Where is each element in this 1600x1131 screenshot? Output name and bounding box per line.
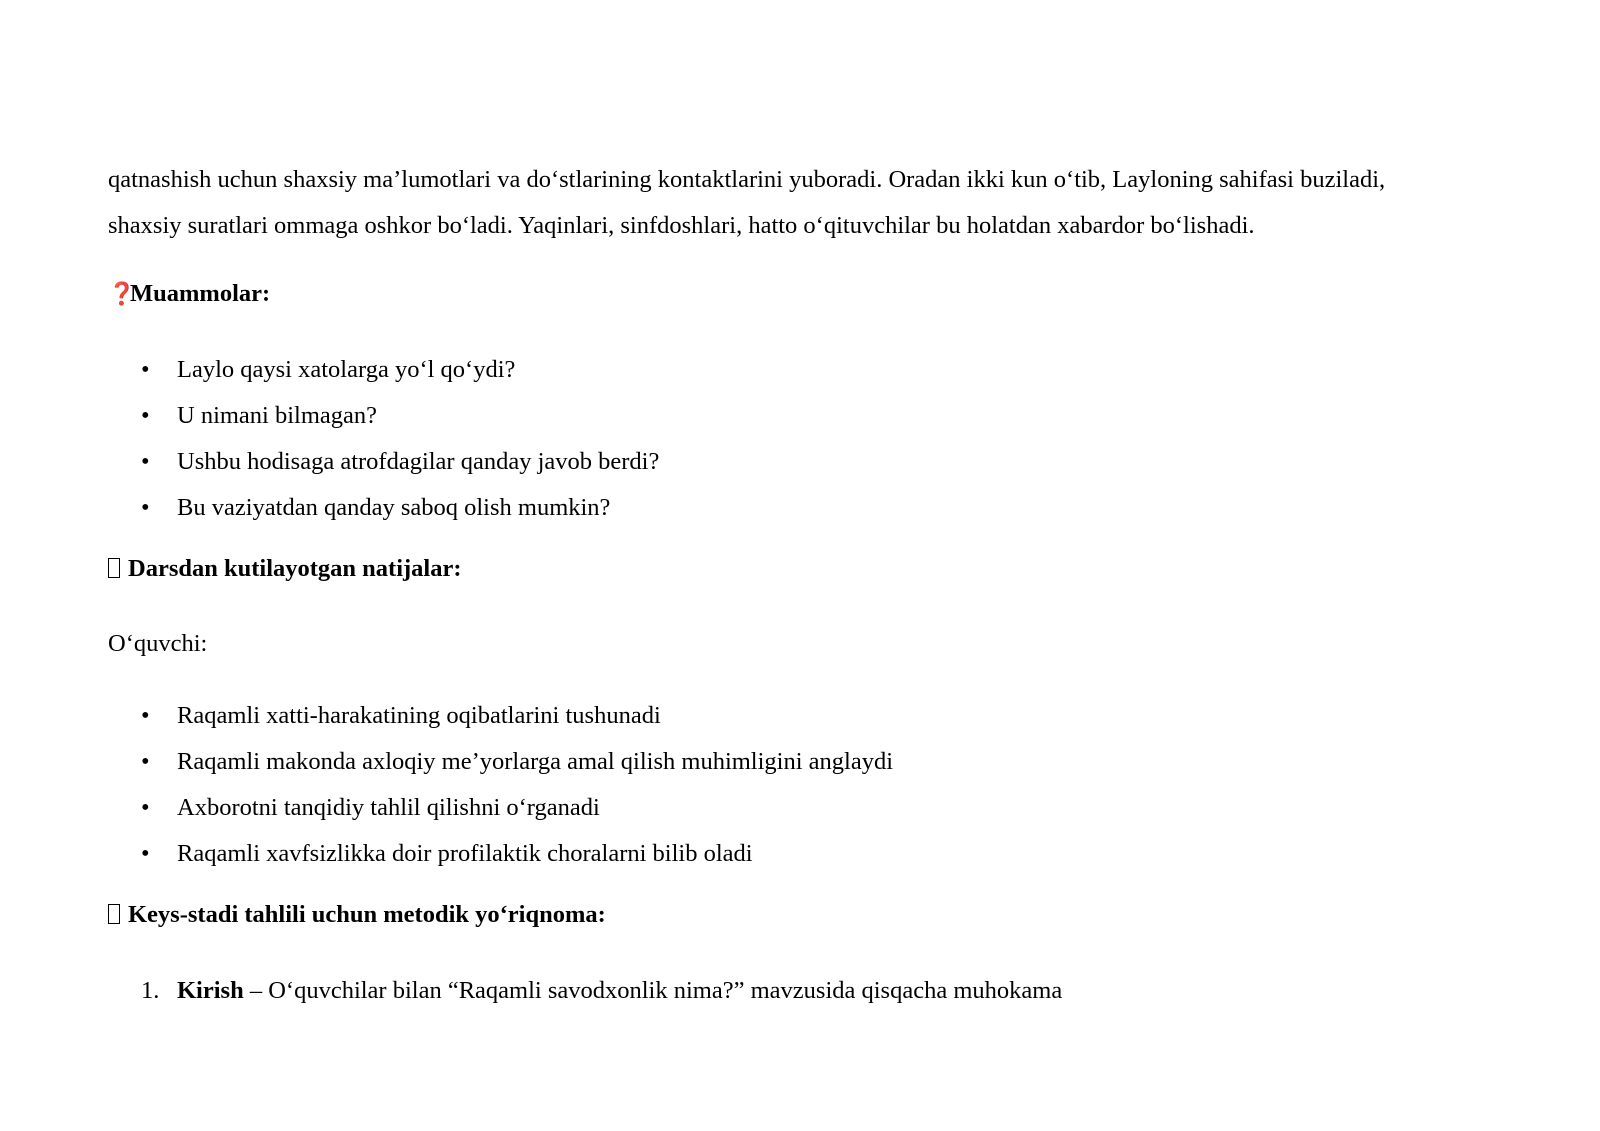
intro-line-1: qatnashish uchun shaxsiy ma’lumotlari va do‘stlarining kontaktlarini yuboradi. Oradan ikki kun o‘tib, Layloning sahifasi buziladi, [108,166,1386,193]
outcomes-list [108,693,1508,877]
missing-glyph-icon [108,904,120,924]
outcomes-title: Darsdan kutilayotgan natijalar: [128,555,462,582]
list-item [108,439,1508,485]
list-item-text: Laylo qaysi xatolarga yo‘l qo‘ydi? [177,356,516,383]
list-item-text: Axborotni tanqidiy tahlil qilishni o‘rganadi [177,794,600,821]
step-number: 1. [141,977,160,1004]
problems-list [108,347,1508,531]
list-item [108,785,1508,831]
intro-paragraph [108,157,1508,249]
step-text: – O‘quvchilar bilan “Raqamli savodxonlik nima?” mavzusida qisqacha muhokama [243,977,1063,1004]
list-item [108,485,1508,531]
list-item [108,693,1508,739]
bullet-icon: • [141,402,150,429]
list-item-text: Raqamli xavfsizlikka doir profilaktik choralarni bilib oladi [177,840,753,867]
document-page [108,157,1508,1014]
list-item [108,739,1508,785]
guide-steps [108,968,1508,1014]
step-term: Kirish [177,977,244,1004]
problems-heading [108,278,1508,311]
intro-line-2: shaxsiy suratlari ommaga oshkor bo‘ladi. Yaqinlari, sinfdoshlari, hatto o‘qituvchilar bu holatdan xabardor bo‘lishadi. [108,212,1255,239]
list-item-text: Bu vaziyatdan qanday saboq olish mumkin? [177,494,611,521]
missing-glyph-icon [108,558,120,578]
problems-title: Muammolar: [130,280,271,307]
outcomes-subject-label: O‘quvchi: [108,630,208,657]
bullet-icon: • [141,448,150,475]
list-item-text: Raqamli xatti-harakatining oqibatlarini tushunadi [177,702,661,729]
outcomes-heading [108,553,1508,585]
bullet-icon: • [141,494,150,521]
list-item-text: U nimani bilmagan? [177,402,378,429]
bullet-icon: • [141,702,150,729]
question-mark-icon: ❓ [108,282,136,307]
list-item-text: Ushbu hodisaga atrofdagilar qanday javob berdi? [177,448,660,475]
list-item [108,393,1508,439]
bullet-icon: • [141,748,150,775]
bullet-icon: • [141,356,150,383]
guide-title: Keys-stadi tahlili uchun metodik yo‘riqnoma: [128,901,606,928]
list-item [108,347,1508,393]
list-item [108,968,1508,1014]
list-item [108,831,1508,877]
bullet-icon: • [141,794,150,821]
list-item-text: Raqamli makonda axloqiy me’yorlarga amal qilish muhimligini anglaydi [177,748,894,775]
bullet-icon: • [141,840,150,867]
guide-heading [108,899,1508,931]
